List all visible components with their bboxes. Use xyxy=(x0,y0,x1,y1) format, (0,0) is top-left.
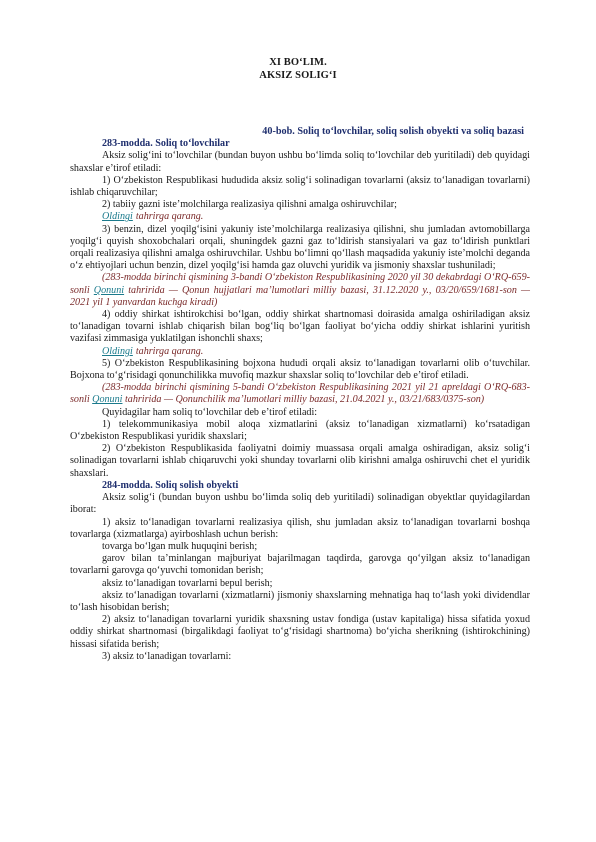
section-number: XI BO‘LIM. xyxy=(269,57,327,68)
article-284-title: 284-modda. Soliq solish obyekti xyxy=(102,479,239,491)
amendment-note-2 xyxy=(70,382,530,406)
article-283-part-2-item-2: 2) O‘zbekiston Respublikasida faoliyatni doimiy muassasa orqali amalga oshiradigan, aksiz solig‘i solinadigan tovarlarni ishlab chiqaruvchi yoki shunday tovarlarni olib kirishni amalga oshiruvchi chet el yuridik shaxslari. xyxy=(70,443,530,479)
article-283-item-4: 4) oddiy shirkat ishtirokchisi bo‘lgan, oddiy shirkat shartnomasi doirasida amalga oshiriladigan aksiz to‘lanadigan tovarni ishlab chiqarish bilan bog‘liq bo‘lgan faoliyat bo‘yicha oddiy shirkat ishlarini yuritish vazifasi zimmasiga yuklatilgan ishonchli shaxs; xyxy=(70,309,530,345)
amendment-note-1-text-b: tahririda — Qonun hujjatlari ma’lumotlari milliy bazasi, 31.12.2020 y., 03/20/659/1681-son — 2021 yil 1 yanvardan kuchga kiradi) xyxy=(70,284,531,308)
amendment-note-1-text-a: (283-modda birinchi qismining 3-bandi O‘zbekiston Respublikasining 2020 yil 30 dekabrdagi O‘RQ-659-sonli xyxy=(70,272,530,296)
article-284-item-1: 1) aksiz to‘lanadigan tovarlarni realizasiya qilish, shu jumladan aksiz to‘lanadigan tovarlarni boshqa tovarlarga (xizmatlarga) ayirboshlash uchun berish: xyxy=(70,516,530,540)
section-title: AKSIZ SOLIG‘I xyxy=(259,70,337,81)
article-284-sub-2: garov bilan ta’minlangan majburiyat bajarilmagan taqdirda, garovga qo‘yilgan aksiz to‘lanadigan tovarlarni garovga qo‘yuvchi tomonidan berish; xyxy=(70,553,530,577)
amendment-note-2-text-a: (283-modda birinchi qismining 5-bandi O‘zbekiston Respublikasining 2021 yil 21 apreldagi O‘RQ-683-sonli xyxy=(70,382,530,406)
previous-edition-link-1[interactable]: Oldingi xyxy=(102,211,133,223)
law-link-1[interactable]: Qonuni xyxy=(93,284,125,296)
article-284-sub-1: tovarga bo‘lgan mulk huquqini berish; xyxy=(102,540,258,552)
article-283-part-2-item-1: 1) telekommunikasiya mobil aloqa xizmatlarini (aksiz to‘lanadigan xizmatlarni) ko‘rsatadigan O‘zbekiston Respublikasi yuridik shaxslari; xyxy=(70,418,530,443)
previous-edition-note-1 xyxy=(70,211,530,223)
article-284-sub-3: aksiz to‘lanadigan tovarlarni bepul berish; xyxy=(102,577,273,589)
article-284-item-3: 3) aksiz to‘lanadigan tovarlarni: xyxy=(102,650,232,662)
law-link-2[interactable]: Qonuni xyxy=(92,394,123,406)
article-283-item-5: 5) O‘zbekiston Respublikasining bojxona hududi orqali aksiz to‘lanadigan tovarlarni olib o‘tuvchilar. Bojxona to‘g‘risidagi qonunchilikka muvofiq mazkur shaxslar soliq to‘lovchilar deb e’tirof etiladi. xyxy=(70,357,530,382)
article-283-part-2: Quyidagilar ham soliq to‘lovchilar deb e’tirof etiladi: xyxy=(102,406,318,418)
document-body xyxy=(70,126,530,663)
article-283-item-1: 1) O‘zbekiston Respublikasi hududida aksiz solig‘i solinadigan tovarlarni (aksiz to‘lanadigan tovarlarni) ishlab chiqaruvchilar; xyxy=(70,174,530,199)
previous-edition-link-2[interactable]: Oldingi xyxy=(102,345,133,357)
previous-edition-note-2 xyxy=(70,346,530,358)
amendment-note-1 xyxy=(70,272,530,309)
article-283-intro: Aksiz solig‘ini to‘lovchilar (bundan buyon ushbu bo‘limda soliq to‘lovchilar deb yuritiladi) deb quyidagi shaxslar e’tirof etiladi: xyxy=(70,150,530,174)
article-284-sub-4: aksiz to‘lanadigan tovarlarni (xizmatlarni) jismoniy shaxslarning mehnatiga haq to‘lash yoki dividendlar to‘lash hisobidan berish; xyxy=(70,589,530,613)
article-283-item-3: 3) benzin, dizel yoqilg‘isini yakuniy iste’molchilarga realizasiya qilishni, shu jumladan avtomobillarga yoqilg‘i quyish shoxobchalari orqali, shuningdek gazni gaz to‘ldirish stansiyalari va gaz to‘ldirish punktlari orqali realizasiya qilishni amalga oshiruvchilar. Ushbu bo‘limni qo‘llash maqsadida yakuniy iste’molchi deganda o‘z ehtiyojlari uchun benzin, dizel yoqilg‘isi hamda gaz oluvchi yuridik va jismoniy shaxslar tushuniladi; xyxy=(70,223,530,272)
article-283-title: 283-modda. Soliq to‘lovchilar xyxy=(102,138,230,150)
amendment-note-2-text-b: tahririda — Qonunchilik ma’lumotlari milliy bazasi, 21.04.2021 y., 03/21/683/0375-son) xyxy=(124,394,485,406)
previous-edition-ref-1: tahrirga qarang. xyxy=(135,211,204,223)
previous-edition-ref-2: tahrirga qarang. xyxy=(135,345,204,357)
article-284-item-2: 2) aksiz to‘lanadigan tovarlarni yuridik shaxsning ustav fondiga (ustav kapitaliga) hissa sifatida yoxud oddiy shirkat shartnomasi (birgalikdagi faoliyat to‘g‘risidagi shartnoma) bo‘yicha sherikning (ishtirokchining) hissasi sifatida berish; xyxy=(70,614,530,650)
article-284-intro: Aksiz solig‘i (bundan buyon ushbu bo‘limda soliq deb yuritiladi) solinadigan obyektlar quyidagilardan iborat: xyxy=(70,492,530,516)
chapter-title: 40-bob. Soliq to‘lovchilar, soliq solish obyekti va soliq bazasi xyxy=(262,126,524,137)
article-283-item-2: 2) tabiiy gazni iste’molchilarga realizasiya qilishni amalga oshiruvchilar; xyxy=(102,199,397,211)
